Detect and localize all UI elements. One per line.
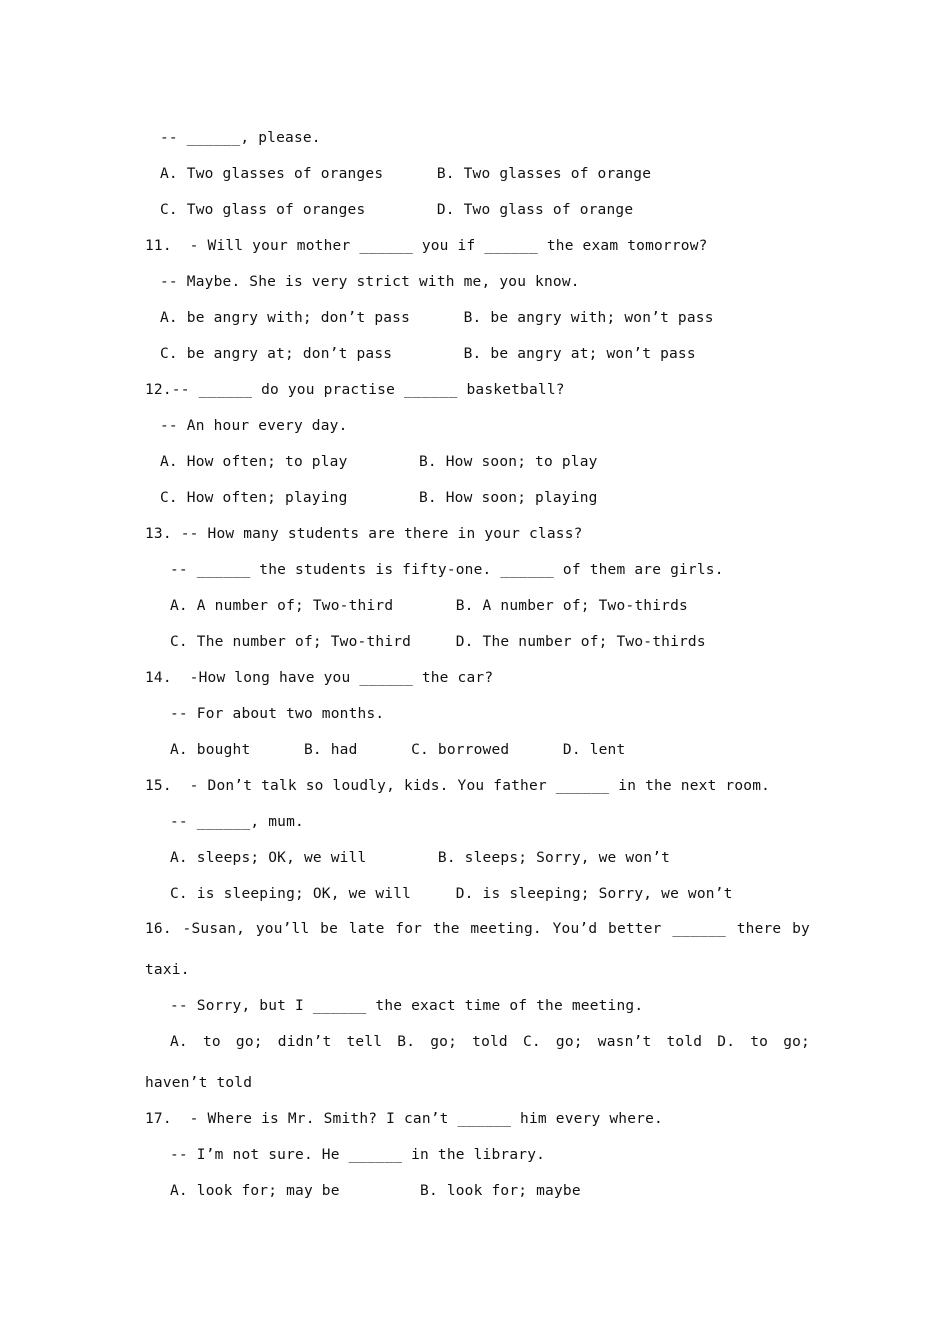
option-line: A. be angry with; don’t pass B. be angry with; won’t pass [160, 310, 714, 326]
option-line: A. sleeps; OK, we will B. sleeps; Sorry, we won’t [170, 850, 671, 866]
option-line: A. bought B. had C. borrowed D. lent [170, 742, 626, 758]
question-15: 15. - Don’t talk so loudly, kids. You father ______ in the next room. [145, 778, 771, 794]
question-13: 13. -- How many students are there in your class? [145, 526, 583, 542]
option-line: A. How often; to play B. How soon; to play [160, 454, 598, 470]
question-14: 14. -How long have you ______ the car? [145, 670, 494, 686]
question-12: 12.-- ______ do you practise ______ basketball? [145, 382, 565, 398]
option-line: A. look for; may be B. look for; maybe [170, 1183, 581, 1199]
text-line: haven’t told [145, 1075, 253, 1091]
text-line: -- I’m not sure. He ______ in the library. [170, 1147, 546, 1163]
text-line: -- ______, please. [160, 130, 321, 146]
question-11: 11. - Will your mother ______ you if ______ the exam tomorrow? [145, 238, 708, 254]
text-line: -- ______ the students is fifty-one. ______ of them are girls. [170, 562, 724, 578]
option-line: A. to go; didn’t tell B. go; told C. go; wasn’t told D. to go; [170, 1034, 810, 1050]
option-line: C. be angry at; don’t pass B. be angry at; won’t pass [160, 346, 696, 362]
question-16: 16. -Susan, you’ll be late for the meeting. You’d better ______ there by [145, 921, 810, 937]
option-line: C. is sleeping; OK, we will D. is sleeping; Sorry, we won’t [170, 886, 733, 902]
text-line: -- ______, mum. [170, 814, 304, 830]
text-line: taxi. [145, 962, 190, 978]
text-line: -- Sorry, but I ______ the exact time of the meeting. [170, 998, 644, 1014]
text-line: -- For about two months. [170, 706, 385, 722]
option-line: A. A number of; Two-third B. A number of; Two-thirds [170, 598, 688, 614]
option-line: C. The number of; Two-third D. The number of; Two-thirds [170, 634, 706, 650]
option-line: A. Two glasses of oranges B. Two glasses of orange [160, 166, 652, 182]
option-line: C. Two glass of oranges D. Two glass of orange [160, 202, 634, 218]
text-line: -- An hour every day. [160, 418, 348, 434]
question-17: 17. - Where is Mr. Smith? I can’t ______ him every where. [145, 1111, 663, 1127]
text-line: -- Maybe. She is very strict with me, you know. [160, 274, 580, 290]
option-line: C. How often; playing B. How soon; playing [160, 490, 598, 506]
